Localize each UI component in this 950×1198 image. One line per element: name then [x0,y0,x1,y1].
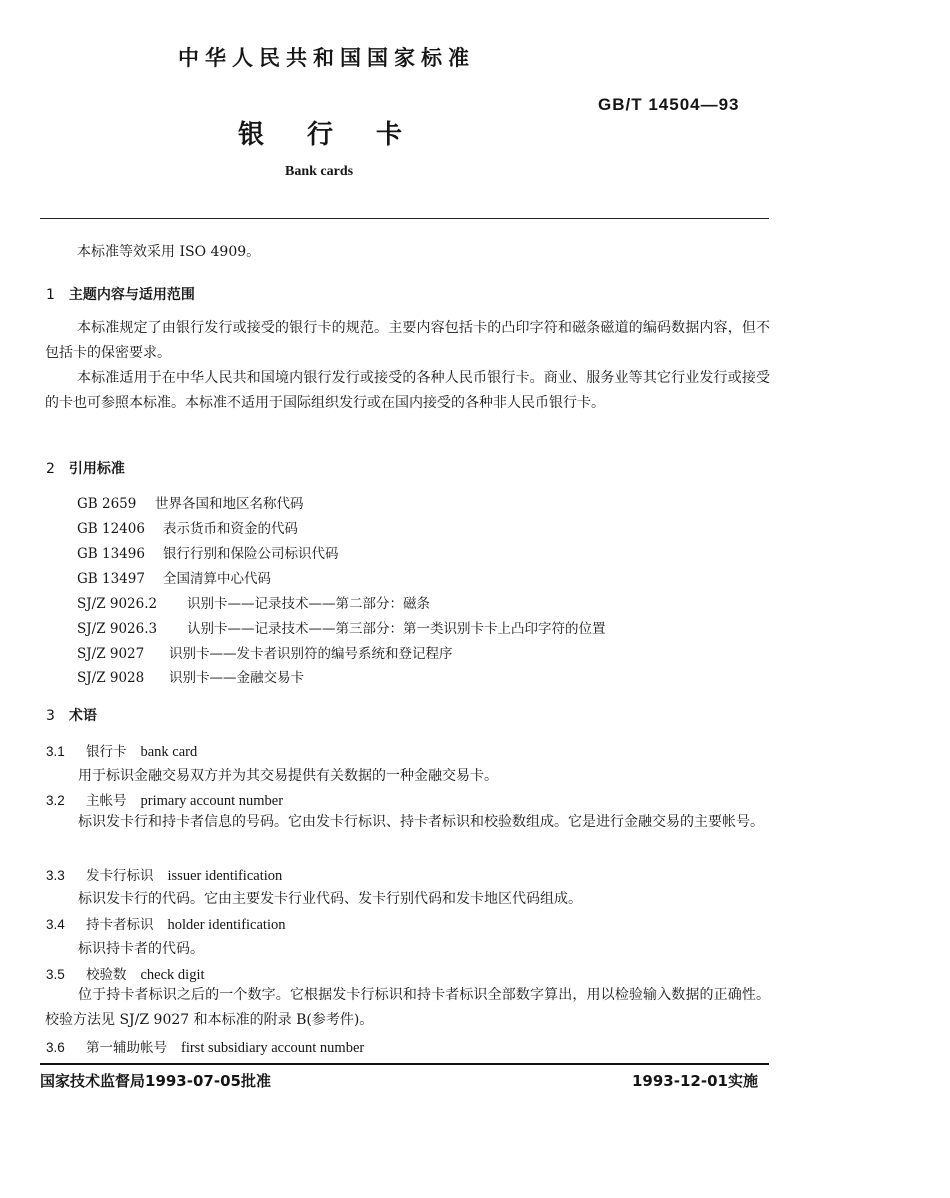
footer-divider [40,1063,769,1065]
term-heading [46,789,283,810]
reference-item [77,567,271,587]
reference-title: 全国清算中心代码 [163,571,271,587]
reference-item [77,517,298,537]
term-heading [46,913,285,934]
national-standard-heading: 中华人民共和国国家标准 [178,46,475,70]
reference-title: 认别卡——记录技术——第三部分：第一类识别卡卡上凸印字符的位置 [187,621,606,637]
reference-code: SJ/Z 9027 [77,646,145,662]
term-english: issuer identification [167,868,283,884]
term-number: 3.6 [46,1040,65,1055]
standard-number: GB/T 14504—93 [598,95,740,114]
section-title: 主题内容与适用范围 [68,287,195,303]
section-1-paragraph-1: 本标准规定了由银行发行或接受的银行卡的规范。主要内容包括卡的凸印字符和磁条磁道的编码数据内容，但不包括卡的保密要求。 [45,320,770,361]
reference-code: SJ/Z 9026.2 [77,596,158,612]
reference-item [77,642,453,662]
reference-title: 世界各国和地区名称代码 [155,496,304,512]
intro-text: 本标准等效采用 ISO 4909。 [77,244,261,260]
term-heading [46,1036,364,1057]
term-heading [46,740,197,761]
term-number: 3.1 [46,744,65,759]
term-number: 3.3 [46,868,65,883]
term-chinese: 校验数 [86,967,127,983]
reference-code: GB 13496 [77,546,145,562]
reference-code: GB 2659 [77,496,137,512]
term-heading [46,963,205,984]
reference-item [77,542,339,562]
section-number: 1 [46,287,55,303]
section-title: 引用标准 [68,461,125,477]
term-english: primary account number [140,793,284,809]
term-english: holder identification [167,917,286,933]
term-english: check digit [140,967,205,983]
section-number: 3 [46,708,55,724]
reference-code: SJ/Z 9026.3 [77,621,158,637]
term-heading [46,864,282,885]
term-chinese: 第一辅助帐号 [86,1040,167,1056]
section-1-heading [46,284,195,304]
section-2-heading [46,458,125,478]
term-number: 3.2 [46,793,65,808]
section-number: 2 [46,461,55,477]
term-definition: 位于持卡者标识之后的一个数字。它根据发卡行标识和持卡者标识全部数字算出，用以检验输入数据的正确性。校验方法见 SJ/Z 9027 和本标准的附录 B(参考件)。 [45,987,770,1028]
term-chinese: 发卡行标识 [86,868,154,884]
approval-line: 国家技术监督局1993-07-05批准 [40,1072,271,1090]
term-chinese: 主帐号 [86,793,127,809]
term-definition: 标识持卡者的代码。 [78,941,204,957]
reference-title: 表示货币和资金的代码 [163,521,298,537]
reference-title: 识别卡——发卡者识别符的编号系统和登记程序 [169,646,453,662]
term-definition: 标识发卡行和持卡者信息的号码。它由发卡行标识、持卡者标识和校验数组成。它是进行金融交易的主要帐号。 [78,814,764,830]
reference-code: GB 13497 [77,571,145,587]
reference-title: 识别卡——金融交易卡 [169,670,304,686]
section-3-heading [46,705,97,725]
term-definition: 标识发卡行的代码。它由主要发卡行业代码、发卡行别代码和发卡地区代码组成。 [78,891,582,907]
reference-title: 银行行别和保险公司标识代码 [163,546,339,562]
term-english: first subsidiary account number [181,1040,365,1056]
page-title: 银行卡 [238,120,446,150]
term-chinese: 持卡者标识 [86,917,154,933]
term-chinese: 银行卡 [86,744,127,760]
reference-code: GB 12406 [77,521,145,537]
reference-title: 识别卡——记录技术——第二部分：磁条 [187,596,430,612]
section-title: 术语 [68,708,97,724]
reference-code: SJ/Z 9028 [77,670,145,686]
term-number: 3.5 [46,967,65,982]
term-definition: 用于标识金融交易双方并为其交易提供有关数据的一种金融交易卡。 [78,768,498,784]
page-title-english: Bank cards [285,164,354,179]
header-divider [40,218,769,219]
reference-item [77,492,304,512]
section-1-paragraph-2: 本标准适用于在中华人民共和国境内银行发行或接受的各种人民币银行卡。商业、服务业等其它行业发行或接受的卡也可参照本标准。本标准不适用于国际组织发行或在国内接受的各种非人民币银行卡。 [45,370,770,411]
reference-item [77,617,606,637]
term-number: 3.4 [46,917,65,932]
effective-date-line: 1993-12-01实施 [632,1072,758,1090]
reference-item [77,666,304,686]
reference-item [77,592,430,612]
term-english: bank card [140,744,198,760]
